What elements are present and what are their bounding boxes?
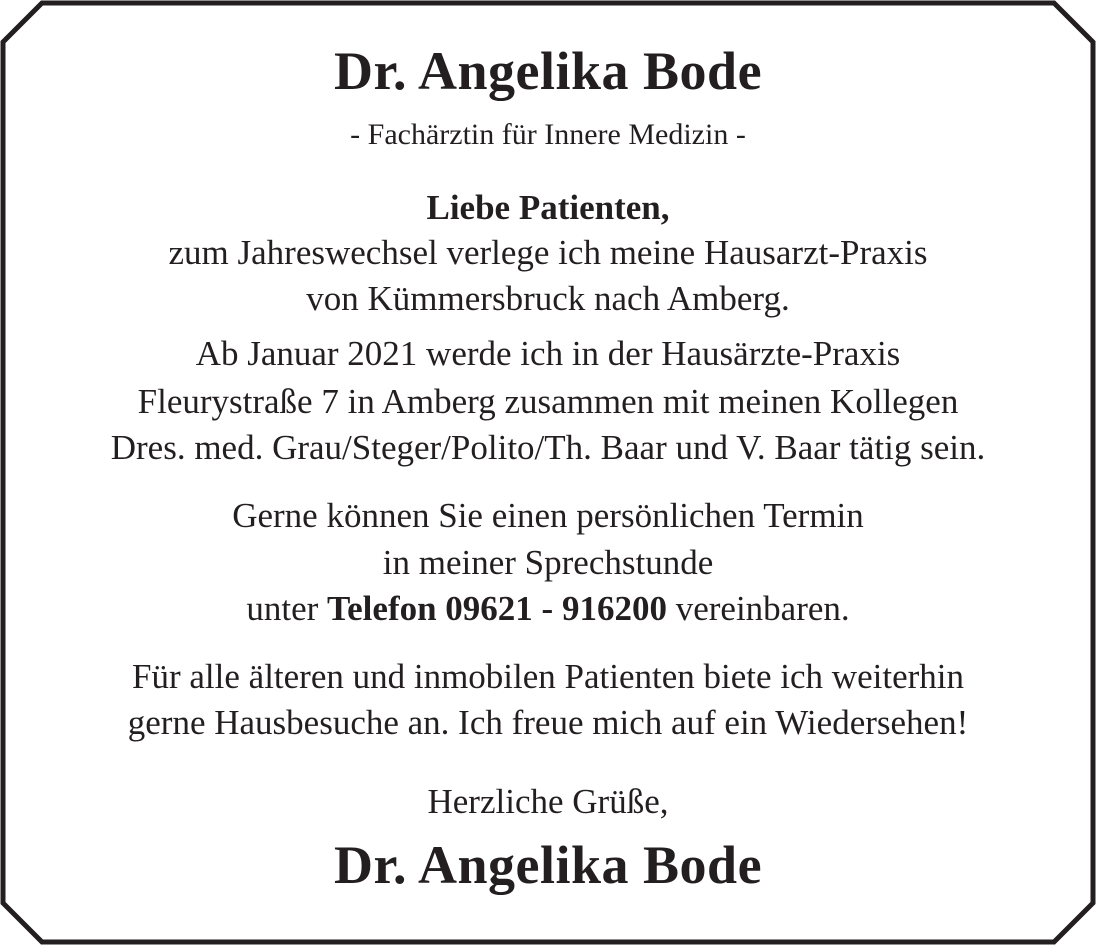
phone-number: Telefon 09621 - 916200 — [327, 589, 667, 628]
signature-name: Dr. Angelika Bode — [333, 835, 763, 895]
paragraph-1-line-2: von Kümmersbruck nach Amberg. — [306, 279, 790, 318]
specialty-subtitle: - Fachärztin für Innere Medizin - — [350, 118, 746, 151]
paragraph-2-line-1: Ab Januar 2021 werde ich in der Hausärzte-Praxis — [195, 334, 901, 373]
paragraph-2-line-3: Dres. med. Grau/Steger/Polito/Th. Baar und V. Baar tätig sein. — [110, 428, 986, 467]
phone-prefix: unter — [246, 589, 328, 628]
paragraph-3-phone-line — [0, 589, 1096, 629]
paragraph-1-line-1: zum Jahreswechsel verlege ich meine Hausarzt-Praxis — [168, 233, 928, 272]
closing-greeting: Herzliche Grüße, — [427, 782, 669, 821]
paragraph-3-line-2: in meiner Sprechstunde — [382, 543, 714, 582]
salutation: Liebe Patienten, — [426, 188, 670, 227]
paragraph-4-line-1: Für alle älteren und inmobilen Patienten biete ich weiterhin — [132, 657, 964, 696]
paragraph-4-line-2: gerne Hausbesuche an. Ich freue mich auf ein Wiedersehen! — [127, 703, 969, 742]
paragraph-3-line-1: Gerne können Sie einen persönlichen Termin — [232, 496, 864, 535]
phone-suffix: vereinbaren. — [666, 589, 850, 628]
doctor-name-heading: Dr. Angelika Bode — [333, 41, 763, 101]
paragraph-2-line-2: Fleurystraße 7 in Amberg zusammen mit meinen Kollegen — [137, 382, 959, 421]
